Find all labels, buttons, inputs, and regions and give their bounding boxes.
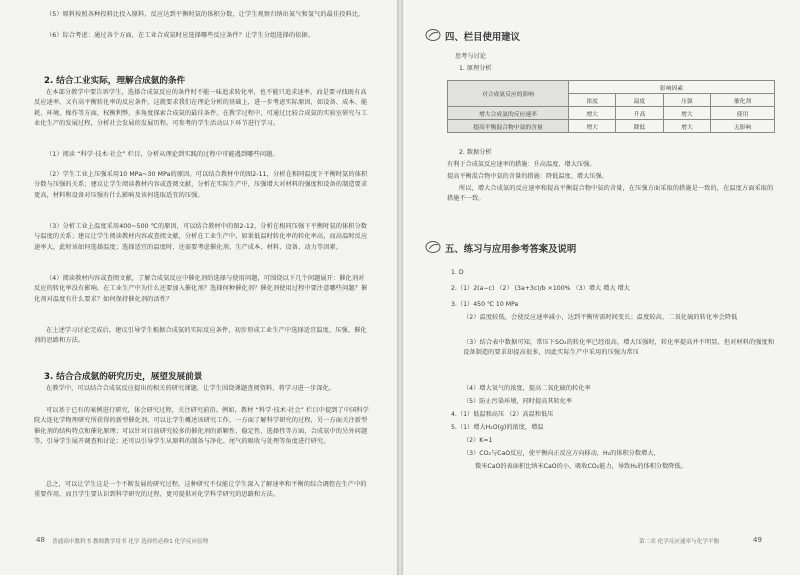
- analysis-line-2: 提高平衡混合物中氨的含量的措施：降低温度、增大压强。: [447, 173, 608, 180]
- answer-3-1: 3.（1）450 ℃ 10 MPa: [451, 301, 519, 308]
- section-2-summary: 在上述学习讨论完成后，建议引导学生根据合成氨的实际反应条件，初步形成工业生产中选择适宜温度、压强、催化剂的思路和方法。: [34, 327, 367, 345]
- think-sub-1: 1. 原理分析: [459, 65, 492, 72]
- table-cell: 升高: [616, 107, 663, 120]
- answer-3-5: （5）防止污染环境，同时提高其转化率: [463, 398, 573, 405]
- answer-5-2: （2）K=1: [463, 437, 493, 444]
- left-page: [0, 0, 397, 575]
- table-cell: 降低: [616, 120, 663, 133]
- table-col-header: 催化剂: [711, 94, 775, 107]
- answer-5-1: 5.（1）增大H₂O(g)的浓度，增温: [451, 424, 544, 431]
- right-page: [403, 0, 800, 575]
- section-3-para-3: 总之，可以让学生这是一个不断发展的研究过程，这种研究不仅能让学生深入了解速率和平衡的综合调控在生产中的重要作用，而且学生要认识到科学研究的过程，更可提供对化学科学研究的思路和方法。: [34, 481, 367, 499]
- table-row: [448, 120, 775, 133]
- section-2-para-intro: 在本部分教学中要告诉学生，选择合成氨反应的条件时不能一味追求转化率，也不能只追求速率，而是要寻找既有高反应速率、又有高平衡转化率的反应条件。这就要求我们在理论分析的基础上，进一步考虑实际原因，如设备、成本、能耗、环境、操作等方面，权衡利弊，多角度探索合成氨的最佳条件。在教学过程中，可通过比较合成氨的实验室研究与工业化生产的发展过程，分析社会发展的发展历程。可参考的学生活动以下环节进行学习。: [34, 89, 368, 128]
- table-header-top: 影响因素: [569, 81, 775, 94]
- section-3-para-2: 可以基于已有的案例进行研究，体会研究过程，关注研究前沿。例如，教材 “科学·技术·社会” 栏目中提到了中国科学院大连化学物理研究所获得的新型催化剂，可以让学生概述该研究工作，一方面了解科学研究的过程，另一方面关注新型催化剂的结构特点和催化原理；可以针对目前研究较多的催化剂的新颖性、稳定性、选择性等方面，合成氨中的另外问题等，引导学生展开调查和讨论；还可以引导学生从原料的制备与净化、尾气的吸收与处理等角度进行研究。: [34, 407, 369, 446]
- table-cell: 增大: [569, 107, 616, 120]
- answer-2: 2.（1）2(a−c) （2） (3a+3c)/b ×100% （3）增大 增大 增大: [451, 285, 630, 292]
- section-5-leaf-icon: [425, 240, 443, 254]
- left-para-1: （5）原料按照各种投料比投入原料，反应达到平衡时氨的体积分数，让学生观察归纳出氮气和氢气的最佳投料比。: [46, 11, 365, 18]
- left-para-2: （6）综合考虑：通过各个方面，在工业合成氨时应选择哪些反应条件？让学生分组选择的依据。: [46, 32, 315, 39]
- section-4-leaf-icon: [425, 28, 443, 42]
- left-page-number: 48: [36, 536, 45, 544]
- table-cell: 增大: [663, 120, 710, 133]
- table-cell: 增大: [569, 120, 616, 133]
- table-row-label: 提高平衡混合物中氨的含量: [448, 120, 569, 133]
- answer-3-3: （3）结合表中数据可知，常压下SO₂的转化率已经很高，增大压强时，转化率提高并不明显，但对材料的强度和设备制造的要求却提高很多，因此实际生产中采用的压强为常压: [463, 339, 775, 357]
- analysis-line-1: 有利于合成氨反应速率的措施：升高温度、增大压强。: [447, 161, 596, 168]
- table-col-header: 温度: [616, 94, 663, 107]
- answer-4: 4.（1）低温和高压 （2）高温和低压: [451, 411, 554, 418]
- analysis-line-3: 所以，增大合成氨的反应速率和提高平衡混合物中氨的含量，在压强方面采取的措施是一致的，在温度方面采取的措施不一致。: [447, 185, 774, 203]
- table-header-left: 对合成氨反应的影响: [448, 81, 569, 107]
- section-2-item-1: （1）阅读 “科学·技术·社会” 栏目，分析从理论到实践的过程中可能遇到哪些问题。: [46, 151, 279, 158]
- table-cell: 增大: [663, 107, 710, 120]
- section-2-item-3: （3）分析工业上温度采用400~500 ℃的原因，可以结合教材中的图2-12，分析在相同压强下平衡时氨的体积分数与温度的关系；建议让学生阅读教材内容或查阅文献，分析在工业生产中，如果低温时转化率的转化率高，而高温时反应速率大，此时该如何选择温度；选择适宜的温度时，还需要考虑催化剂、生产成本、材料、设备、动力等因素。: [34, 223, 368, 251]
- answer-3-4: （4）增大氧气的浓度，提高二氧化硫的转化率: [463, 385, 591, 392]
- answer-5-3: （3）CO₂与CaO反应，使平衡向正反应方向移动，H₂的体积分数增大，: [463, 450, 660, 457]
- answer-5-4: 微米CaO的表面积比纳米CaO的小，吸收CO₂能力，导致H₂的体积分数降低。: [475, 463, 687, 470]
- section-3-para-1: 在教学中，可以结合合成氨反应提出的相关的研究课题，让学生围绕课题查阅资料，将学习进一步深化。: [46, 385, 336, 392]
- section-2-item-4: （4）阅读教材内容或查阅文献，了解合成氨反应中催化剂的选择与使用问题，可围绕以下几个问题展开：催化剂对反应的转化率没有影响，在工业生产中为什么还要加入催化剂？选择何种催化剂？催化剂使用过程中要注意哪些问题？催化剂对温度有什么要求？如何保持催化剂的活性？: [34, 275, 368, 303]
- left-footer: 普通高中教科书 教师教学用书 化学 选择性必修1 化学反应原理: [52, 539, 209, 545]
- think-sub-2: 2. 数据分析: [459, 149, 492, 156]
- section-4-title: 四、栏目使用建议: [445, 32, 521, 43]
- table-cell: 使用: [711, 107, 775, 120]
- section-3-heading: 3. 结合合成氨的研究历史，展望发展前景: [44, 372, 203, 382]
- think-title: 思考与讨论: [455, 53, 486, 60]
- table-col-header: 浓度: [569, 94, 616, 107]
- section-5-title: 五、练习与应用参考答案及说明: [445, 244, 577, 255]
- right-page-number: 49: [753, 536, 762, 544]
- table-row-label: 增大合成氨的反应速率: [448, 107, 569, 120]
- table-row: [448, 107, 775, 120]
- table-col-header: 压强: [663, 94, 710, 107]
- section-2-heading: 2. 结合工业实际，理解合成氨的条件: [44, 76, 186, 86]
- answer-1: 1. D: [451, 269, 464, 276]
- section-2-item-2: （2）学生工业上压强采用10 MPa~30 MPa的原因。可以结合教材中的图2-11，分析在相同温度下平衡时氨的体积分数与压强的关系；建议让学生阅读教材内容或查阅文献，分析在实际生产中，压强增大对材料的强度和设备的制造要求更高，材料和设备对压强有什么影响及该何选取适宜的压强。: [34, 171, 368, 199]
- factor-table: [447, 80, 775, 133]
- table-cell: 无影响: [711, 120, 775, 133]
- answer-3-2: （2）温度较低，会使反应速率减小，达到平衡所需时间变长；温度较高，二氧化硫的转化率会降低: [463, 314, 738, 321]
- right-footer: 第二章 化学反应速率与化学平衡: [639, 539, 720, 545]
